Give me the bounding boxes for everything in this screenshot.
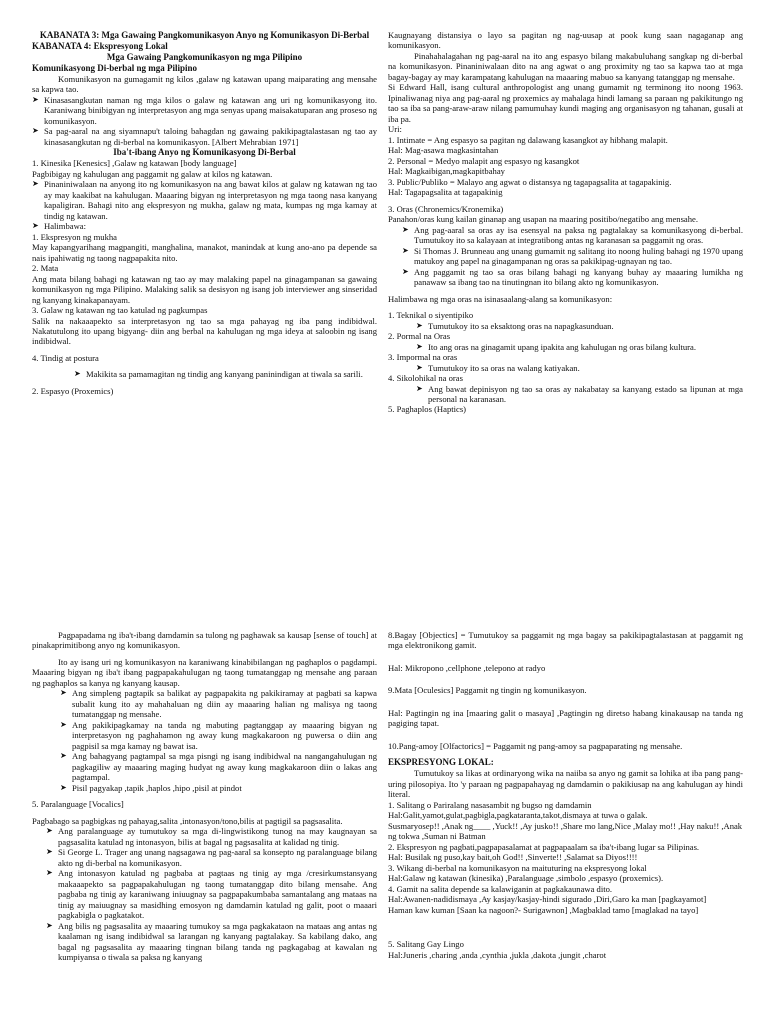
indented-line: 3. Public/Publiko = Malayo ang agwat o distansya ng tagapagsalita at tagapakinig.: [388, 176, 672, 187]
subheading: Komunikasyong Di-berbal ng mga Pilipino: [32, 62, 198, 73]
bullet-text: Ang bawat depinisyon ng tao sa oras ay nakabatay sa kanyang estado sa lipunan at mga personal na karanasan.: [428, 383, 743, 404]
text-line: 10.Pang-amoy [Olfactorics] = Paggamit ng pang-amoy sa pagpaparating ng mensahe.: [388, 740, 683, 751]
bullet-item: [60, 751, 377, 782]
bullet-text: Kinasasangkutan naman ng mga kilos o galaw ng katawan ang uri ng komunikasyong ito. Karaniwang binibigyan ng interpretasyon ang mga senyas upang maisakatuparan ang proseso ng komunikasyon.: [44, 94, 377, 126]
arrow-bullet-icon: ➤: [46, 847, 53, 857]
indented-line: Susmaryosep!! ,Anak ng____ ,Yuck!! ,Ay jusko!! ,Share mo lang,Nice ,Malay mo!! ,Hay naku!! ,Anak ng tokwa ,Suman ni Batman: [388, 820, 743, 842]
indented-line: Hal: Busilak ng puso,kay bait,oh God!! ,Sinverte!! ,Salamat sa Diyos!!!!: [388, 852, 638, 863]
text-line: 1. Teknikal o siyentipiko: [388, 310, 474, 321]
arrow-bullet-icon: ➤: [32, 126, 39, 136]
indented-paragraph: Kaugnayang distansiya o layo sa pagitan ng nag-uusap at pook kung saan nagaganap ang komunikasyon.: [388, 30, 743, 51]
indented-line: Hal: Magkaibigan,magkapitbahay: [388, 166, 505, 177]
arrow-bullet-icon: ➤: [46, 920, 53, 930]
subheading: EKSPRESYONG LOKAL:: [388, 757, 494, 768]
indented-paragraph: Panahon/oras kung kailan ginanap ang usapan na maaring positibo/negatibo ang mensahe.: [388, 214, 699, 225]
bullet-text: Ang paggamit ng tao sa oras bilang bahagi ng kanyang buhay ay maaaring lumikha ng panawaw sa ibang tao na tinutingnan ito bilang akto ng komunikasyon.: [414, 266, 743, 288]
bullet-item: [32, 221, 377, 231]
arrow-bullet-icon: ➤: [416, 362, 423, 372]
bullet-text: Ang bilis ng pagsasalita ay maaaring tumukoy sa mga pagkakataon na mataas ang antas ng kaalaman ng isang indibidwal sa larangan ng kanyang pagtalakay. Sa kabilang dako, ang bagal ng pagsasalita ay maaaring tingnan bilang tanda ng pagkagabag at kawalan ng kumpiyansa o tiwala sa paksa ng kanyang: [58, 920, 377, 963]
arrow-bullet-icon: ➤: [402, 245, 409, 255]
bullet-item: [402, 267, 743, 288]
bullet-text: Pinaniniwalaan na anyong ito ng komunikasyon na ang bawat kilos at galaw ng katawan ng tao ay may kaakibat na kahulugan. Maaaring bigyan ng interpretasyon ng mga taong nasa kanyang kapaligiran. Bahagi nito ang ekspresyon ng mukha, galaw ng mata, kumpas ng mga kamay at tindig ng katawan.: [44, 179, 377, 221]
page2-right-column: [388, 630, 743, 1020]
bullet-item: [32, 126, 377, 147]
spacer: [388, 696, 743, 708]
bullet-item: [60, 688, 377, 719]
bullet-text: Ito ang oras na ginagamit upang ipakita ang kahulugan ng oras bilang kultura.: [428, 341, 697, 352]
bullet-item: [60, 720, 377, 751]
bullet-text: Ang paralanguage ay tumutukoy sa mga di-lingwistikong tunog na may kaugnayan sa pagsasalita katulad ng intonasyon, bilis at bagal ng pagsasalita at kalidad ng tinig.: [58, 826, 377, 847]
bullet-item: [46, 826, 377, 847]
text-line: 4. Sikolohikal na oras: [388, 373, 463, 384]
arrow-bullet-icon: ➤: [32, 179, 39, 189]
indented-paragraph: Salik na nakaaapekto sa interpretasyon ng tao sa mga pahayag ng iba pang indibidwal. Nakatutulong ito upang bigyang- diin ang berbal na kahulugan ng mga ideya at saloobin ng isang indibidwal.: [32, 315, 377, 347]
spacer: [388, 729, 743, 741]
list-item: 3. Oras (Chronemics/Kronemika): [388, 203, 504, 214]
text-line: Pagbibigay ng kahulugan ang paggamit ng galaw at kilos ng katawan.: [32, 168, 273, 179]
spacer: [388, 673, 743, 685]
bullet-item: [32, 179, 377, 221]
arrow-bullet-icon: ➤: [402, 224, 409, 234]
spacer: [388, 915, 743, 927]
bullet-text: Makikita sa pamamagitan ng tindig ang kanyang paninindigan at tiwala sa sarili.: [86, 369, 363, 380]
bullet-item: [74, 369, 377, 379]
indented-line: Hal:Awanen-nadidismaya ,Ay kasjay/kasjay-hindi sigurado ,Diri,Garo ka man [pagkayamot]: [388, 894, 707, 905]
bullet-text: Ang pakikipagkamay na tanda ng mabuting pagtanggap ay maaaring bigyan ng interpretasyon ng paghahamon ng away kung magkakaroon ng puwersa o diin ang pagpisil sa mga kamay ng bawat isa.: [72, 719, 377, 751]
text-line: 1. Salitang o Pariralang nasasambit ng bugso ng damdamin: [388, 799, 592, 810]
arrow-bullet-icon: ➤: [60, 719, 67, 729]
text-line: 3. Impormal na oras: [388, 352, 458, 363]
chapter-heading: KABANATA 4: Ekspresyong Lokal: [32, 40, 168, 51]
paragraph: 8.Bagay [Objectics] = Tumutukoy sa paggamit ng mga bagay sa pakikipagtalastasan at paggamit ng mga elektronikong gamit.: [388, 630, 743, 651]
text-line: 2. Pormal na Oras: [388, 331, 451, 342]
bullet-text: Pisil pagyakap ,tapik ,haplos ,hipo ,pisil at pindot: [72, 782, 242, 793]
text-line: Halimbawa ng mga oras na isinasaalang-alang sa komunikasyon:: [388, 293, 613, 304]
bullet-text: Ang pag-aaral sa oras ay isa esensyal na paksa ng pagtalakay sa komunikasyong di-berbal. Tumutukoy ito sa kalayaan at integratibong antas ng karanasan sa paggamit ng oras.: [414, 224, 743, 246]
arrow-bullet-icon: ➤: [402, 266, 409, 276]
paragraph: Pagpapadama ng iba't-ibang damdamin sa tulong ng paghawak sa kausap [sense of touch] at pinakaprimitibong anyo ng komunikasyon.: [32, 630, 377, 651]
list-item: 2. Espasyo (Proxemics): [32, 385, 114, 396]
indented-line: 4. Gamit na salita depende sa kalawiganin at pagkakaunawa dito.: [388, 883, 613, 894]
indented-line: Hal:Juneris ,charing ,anda ,cynthia ,jukla ,dakota ,jungit ,charot: [388, 949, 607, 960]
indented-line: Hal: Mag-asawa magkasintahan: [388, 145, 499, 156]
bullet-item: [416, 321, 743, 331]
bullet-text: Ang bahagyang pagtampal sa mga pisngi ng isang indibidwal na nangangahulugan ng pagkagiliw ay maaaring maging hudyat ng away kung magkakaroon diin o lakas ang pagtampal.: [72, 751, 377, 783]
bullet-item: [416, 342, 743, 352]
page1-left-column: [32, 30, 377, 590]
arrow-bullet-icon: ➤: [416, 320, 423, 330]
text-line: 9.Mata [Oculesics] Paggamit ng tingin ng komunikasyon.: [388, 685, 587, 696]
bullet-item: [416, 384, 743, 405]
indented-line: 2. Personal = Medyo malapit ang espasyo ng kasangkot: [388, 155, 580, 166]
text-line: 5. Paralanguage [Vocalics]: [32, 799, 124, 810]
bullet-item: [60, 783, 377, 793]
indented-line: Hal:Galit,yamot,gulat,pagbigla,pagkataranta,takot,dismaya at tuwa o galak.: [388, 810, 648, 821]
bullet-item: [46, 921, 377, 963]
bullet-item: [416, 363, 743, 373]
paragraph: Pinahahalagahan ng pag-aaral na ito ang espasyo bilang makabuluhang sangkap ng di-berbal na komunikasyon. Pinaniniwalaan dito na ang agwat o ang proximity ng tao sa kapwa tao at mga bagay-bagay ay may karampatang kahulugan na maaaring mabuo sa kanyang tatanggap ng mensahe.: [388, 50, 743, 82]
section-heading: KABANATA 3: Mga Gawaing Pangkomunikasyon Anyo ng Komunikasyon Di-Berbal: [39, 30, 370, 40]
indented-line: 1. Intimate = Ang espasyo sa pagitan ng dalawang kasangkot ay hibhang malapit.: [388, 134, 668, 145]
arrow-bullet-icon: ➤: [416, 341, 423, 351]
indented-line: 4. Tindig at postura: [32, 352, 99, 363]
indented-line: Uri:: [388, 124, 402, 135]
section-heading: Iba't-ibang Anyo ng Komunikasyong Di-Berbal: [113, 147, 296, 158]
indented-line: 1. Ekspresyon ng mukha: [32, 231, 117, 242]
paragraph: Pagbabago sa pagbigkas ng pahayag,salita ,intonasyon/tono,bilis at pagtigil sa pagsasalita.: [32, 815, 343, 826]
arrow-bullet-icon: ➤: [60, 782, 67, 792]
page2-left-column: [32, 630, 377, 1020]
bullet-text: Sa pag-aaral na ang siyamnapu't taloing bahagdan ng gawaing pakikipagtalastasan ng tao ay kinasasangkutan ng di-berbal na komunikasyon. [Albert Mehrabian 1971]: [44, 126, 377, 147]
text-line: 3. Wikang di-berbal na komunikasyon na maituturing na ekspresyong lokal: [388, 862, 647, 873]
bullet-text: Tumutukoy ito sa oras na walang katiyakan.: [428, 362, 580, 373]
indented-line: 2. Mata: [32, 263, 59, 274]
arrow-bullet-icon: ➤: [46, 826, 53, 836]
indented-line: Hal: Tagapagsalita at tagapakinig: [388, 187, 503, 198]
paragraph: Ito ay isang uri ng komunikasyon na karaniwang kinabibilangan ng paghaplos o pagdampi. Maaaring bigyan ng iba't ibang pagpapakahulugan ng taong tumatanggap ng mensahe ang paraan ng paghaplos sa kanya ng kanyang kausap.: [32, 656, 377, 688]
arrow-bullet-icon: ➤: [416, 383, 423, 393]
bullet-item: [46, 868, 377, 920]
bullet-item: [32, 95, 377, 126]
text-line: Hal: Mikropono ,cellphone ,telepono at radyo: [388, 662, 546, 673]
paragraph: Komunikasyon na gumagamit ng kilos ,galaw ng katawan upang maiparating ang mensahe sa kapwa tao.: [32, 73, 377, 95]
arrow-bullet-icon: ➤: [46, 868, 53, 878]
indented-paragraph: Ang mata bilang bahagi ng katawan ng tao ay may malaking papel na ginagampanan sa gawaing komunikasyon ng mga Pilipino. Malaking salik sa desisyon ng isang job interviewer ang sinseridad ng kanyang kinakapanayam.: [32, 273, 377, 305]
arrow-bullet-icon: ➤: [74, 369, 81, 379]
list-item: 1. Kinesika [Kenesics] ,Galaw ng katawan [body language]: [32, 158, 237, 169]
indented-paragraph: May kapangyarihang magpangiti, manghalina, manakot, manindak at kung ano-ano pa depende sa nais ipahiwatig ng taong nagpapakita nito.: [32, 242, 377, 263]
bullet-text: Ang simpleng pagtapik sa balikat ay pagpapakita ng pakikiramay at pagbati sa kapwa subalit kung ito ay mahahaluan ng diin ay maaaring halian ng malisya ng taong tumatanggap ng mensahe.: [72, 688, 377, 720]
bullet-item: [402, 246, 743, 267]
bullet-item: [46, 847, 377, 868]
arrow-bullet-icon: ➤: [60, 688, 67, 698]
text-line: 5. Paghaplos (Haptics): [388, 404, 467, 415]
bullet-item: [402, 225, 743, 246]
paragraph: Tumutukoy sa likas at ordinaryong wika na naiiba sa anyo ng gamit sa lohika at iba pang pang-uring pilosopiya. Ito 'y paraan ng pagpapahayag ng damdamin o pakikiusap na ang kahulugan ay hindi literal.: [388, 768, 743, 800]
indented-line: Hal:Galaw ng katawan (kinesika) ,Paralanguage ,simbolo ,espasyo (proxemics).: [388, 873, 664, 884]
bullet-text: Si George L. Trager ang unang nagsagawa ng pag-aaral sa konsepto ng paralanguage bilang akto ng di-berbal na komunikasyon.: [58, 847, 377, 868]
indented-line: 3. Galaw ng katawan ng tao katulad ng pagkumpas: [32, 305, 208, 316]
indented-line: 5. Salitang Gay Lingo: [388, 939, 464, 950]
spacer: [388, 927, 743, 939]
bullet-text: Halimbawa:: [44, 221, 86, 232]
indented-line: Haman kaw kuman [Saan ka nagoon?- Surigawnon] ,Magbaklad tamo [maglakad na tayo]: [388, 904, 699, 915]
section-heading: Mga Gawaing Pangkomunikasyon ng mga Pilipino: [106, 51, 303, 62]
text-line: 2. Ekspresyon ng pagbati,pagpapasalamat at pagpapaalam sa iba't-ibang lugar sa Pilipinas.: [388, 841, 700, 852]
paragraph: Hal: Pagtingin ng ina [maaring galit o masaya] ,Pagtingin ng diretso habang kinakausap na tanda ng pagiging tapat.: [388, 707, 743, 729]
arrow-bullet-icon: ➤: [60, 751, 67, 761]
page1-right-column: [388, 30, 743, 590]
bullet-text: Si Thomas J. Brunneau ang unang gumamit ng salitang ito noong huling bahagi ng 1970 upang matukoy ang papel na ginagampanan ng oras sa pakikipag-ugnayan ng tao.: [414, 245, 743, 267]
bullet-text: Tumutukoy ito sa eksaktong oras na napagkasunduan.: [428, 320, 614, 331]
spacer: [388, 651, 743, 663]
paragraph: Si Edward Hall, isang cultural anthropologist ang unang gumamit ng terminong ito noong 1963. Ipinaliwanag niya ang pag-aaral ng proxemics ay mahalaga hindi lamang sa paraan ng pakikitungo ng tao sa iba sa pang-araw-araw nilang pamumuhay kundi maging ang organisasyon ng tahanan, gusali at iba pa.: [388, 82, 743, 124]
arrow-bullet-icon: ➤: [32, 221, 39, 231]
arrow-bullet-icon: ➤: [32, 94, 39, 104]
bullet-text: Ang intonasyon katulad ng pagbaba at pagtaas ng tinig ay mga /cresirkumstansyang makaaapekto sa pagpapakahulugan ng taong tumatanggap dito bilang mensahe. Ang pagbaba ng tinig ay karaniwang iniuugnay sa pagpapakumbaba samantalang ang mataas na tinig ay maiuugnay sa masidhing emosyon ng damdamin katulad ng galit, poot o maaari pagkabigla o pagkatakot.: [58, 868, 377, 921]
